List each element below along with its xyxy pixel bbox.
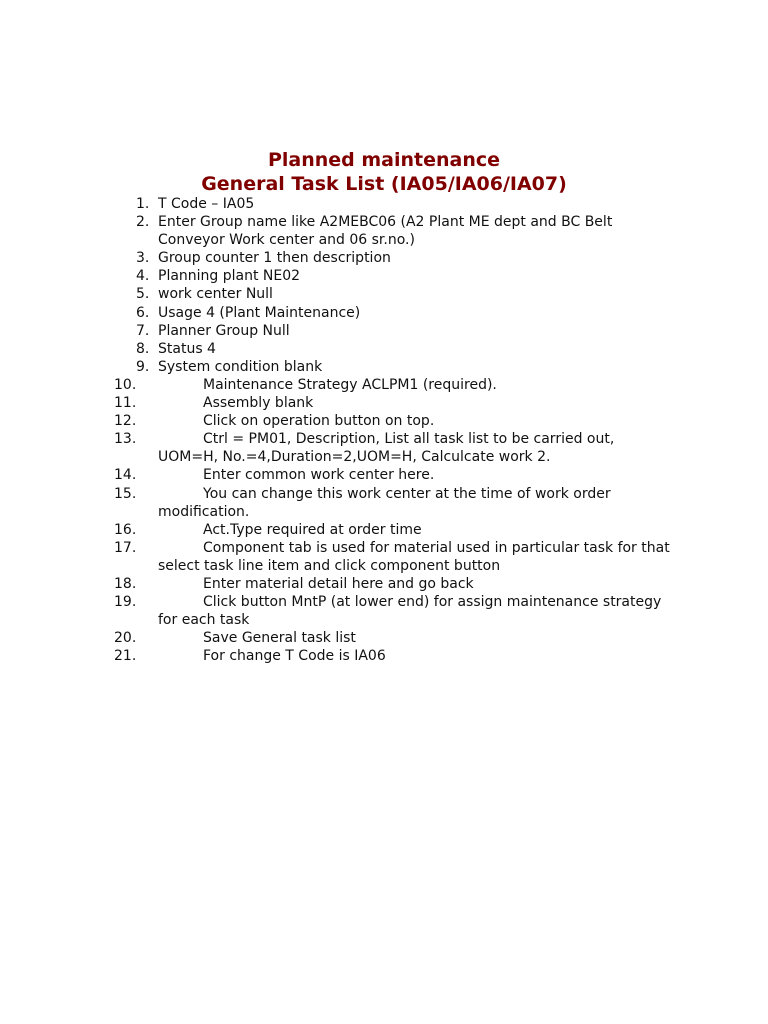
step-number: 20. (114, 630, 137, 647)
list-item (114, 647, 676, 665)
list-item (136, 213, 676, 249)
document-subtitle: General Task List (IA05/IA06/IA07) (201, 173, 567, 195)
step-text: For change T Code is IA06 (203, 648, 386, 665)
step-number: 21. (114, 648, 137, 665)
step-number: 18. (114, 575, 137, 592)
list-item (114, 539, 676, 575)
list-item (136, 195, 676, 213)
step-text: You can change this work center at the time of work order modification. (158, 485, 611, 520)
step-number: 4. (136, 268, 150, 285)
list-item (114, 430, 676, 466)
step-text: Assembly blank (203, 395, 314, 412)
list-item (136, 358, 676, 376)
list-item (114, 412, 676, 430)
step-text: Click button MntP (at lower end) for assign maintenance strategy for each task (158, 594, 662, 629)
step-text: work center Null (158, 286, 273, 303)
step-text: System condition blank (158, 358, 323, 375)
step-number: 13. (114, 431, 137, 448)
step-number: 5. (136, 286, 150, 303)
document-title: Planned maintenance (267, 149, 501, 171)
step-text: Enter Group name like A2MEBC06 (A2 Plant ME dept and BC Belt Conveyor Work center and 06 sr.no.) (158, 214, 613, 249)
step-number: 7. (136, 322, 150, 339)
list-item (114, 593, 676, 629)
list-item (114, 575, 676, 593)
step-text: Act.Type required at order time (203, 521, 422, 538)
step-number: 16. (114, 521, 137, 538)
step-number: 1. (136, 196, 150, 212)
step-text: Component tab is used for material used in particular task for that select task line item and click component button (158, 539, 670, 574)
step-number: 10. (114, 376, 137, 393)
list-item (114, 394, 676, 412)
list-item (114, 629, 676, 647)
step-number: 14. (114, 467, 137, 484)
step-number: 12. (114, 413, 137, 430)
step-text: Usage 4 (Plant Maintenance) (158, 304, 361, 321)
step-text: Ctrl = PM01, Description, List all task list to be carried out, UOM=H, No.=4,Duration=2,UOM=H, Calculcate work 2. (158, 431, 615, 466)
list-item (136, 267, 676, 285)
list-item (114, 521, 676, 539)
list-item (136, 285, 676, 303)
list-item (136, 249, 676, 267)
step-text: Enter material detail here and go back (203, 575, 474, 592)
step-number: 11. (114, 395, 137, 412)
list-item (136, 322, 676, 340)
step-text: Maintenance Strategy ACLPM1 (required). (203, 376, 497, 393)
list-item (136, 304, 676, 322)
step-number: 2. (136, 214, 150, 231)
step-text: Planning plant NE02 (158, 268, 301, 285)
step-number: 17. (114, 539, 137, 556)
step-text: Enter common work center here. (203, 467, 435, 484)
step-number: 6. (136, 304, 150, 321)
step-text: Click on operation button on top. (203, 413, 435, 430)
list-item (114, 485, 676, 521)
steps-list (114, 195, 676, 665)
step-text: Planner Group Null (158, 322, 290, 339)
list-item (114, 376, 676, 394)
step-text: Status 4 (158, 340, 216, 357)
step-text: T Code – IA05 (158, 196, 255, 212)
step-number: 15. (114, 485, 137, 502)
step-text: Group counter 1 then description (158, 250, 391, 267)
step-number: 9. (136, 358, 150, 375)
step-number: 8. (136, 340, 150, 357)
step-text: Save General task list (203, 630, 356, 647)
step-number: 19. (114, 594, 137, 611)
list-item (114, 466, 676, 484)
list-item (136, 340, 676, 358)
step-number: 3. (136, 250, 150, 267)
